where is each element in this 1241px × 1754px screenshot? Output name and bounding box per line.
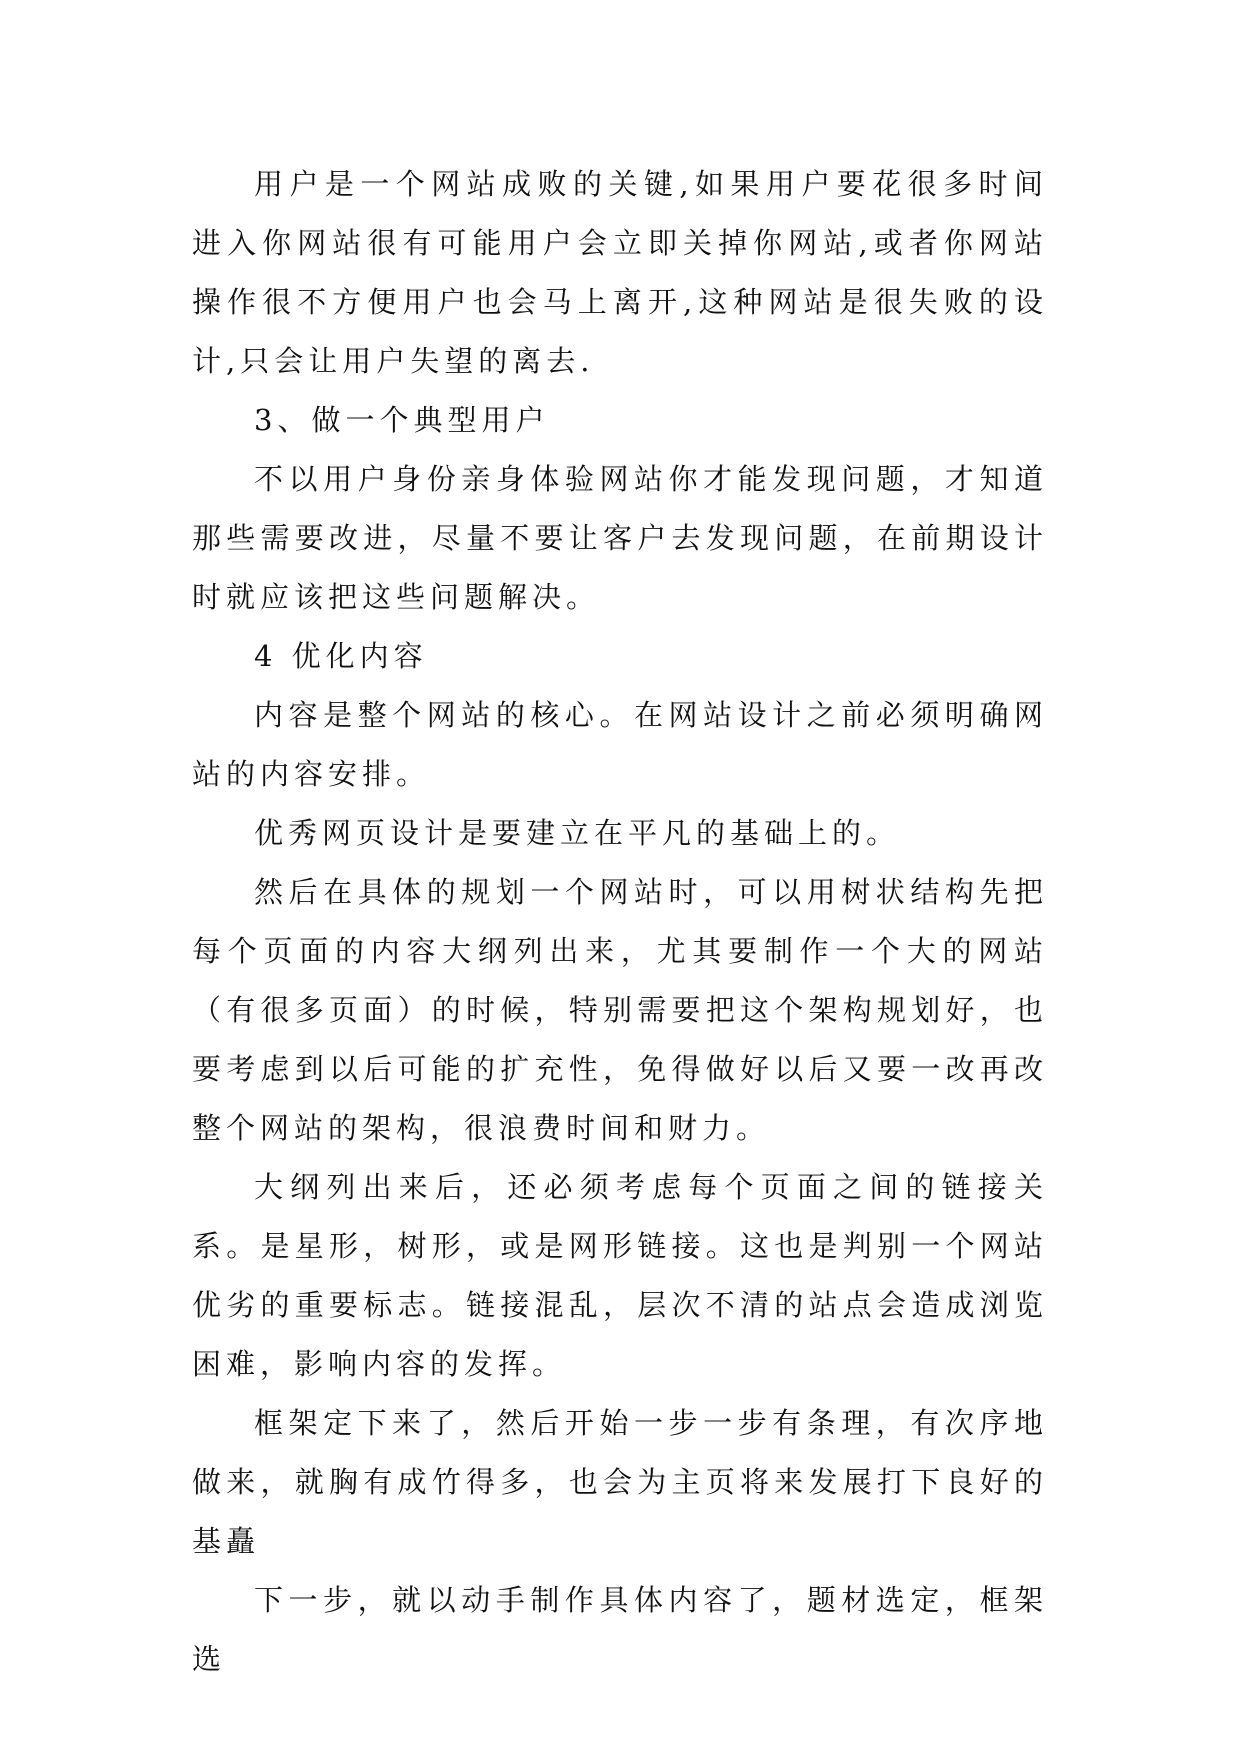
- paragraph-content-core: 内容是整个网站的核心。在网站设计之前必须明确网站的内容安排。: [192, 698, 1048, 791]
- paragraph-link-relations: 大纲列出来后，还必须考虑每个页面之间的链接关系。是星形，树形，或是网形链接。这也是判别一个网站优劣的重要标志。链接混乱，层次不清的站点会造成浏览困难，影响内容的发挥。: [192, 1170, 1048, 1381]
- section-heading-4: 4 优化内容: [254, 639, 428, 673]
- paragraph-user-experience: 不以用户身份亲身体验网站你才能发现问题，才知道那些需要改进，尽量不要让客户去发现问题，在前期设计时就应该把这些问题解决。: [192, 462, 1048, 614]
- paragraph-user-key: 用户是一个网站成败的关键,如果用户要花很多时间进入你网站很有可能用户会立即关掉你网站,或者你网站操作很不方便用户也会马上离开,这种网站是很失败的设计,只会让用户失望的离去.: [192, 167, 1048, 378]
- paragraph-next-step: 下一步，就以动手制作具体内容了，题材选定，框架选: [192, 1583, 1048, 1676]
- paragraph-excellent-design: 优秀网页设计是要建立在平凡的基础上的。: [254, 816, 901, 850]
- paragraph-framework-set: 框架定下来了，然后开始一步一步有条理，有次序地做来，就胸有成竹得多，也会为主页将来发展打下良好的基矗: [192, 1406, 1048, 1558]
- paragraph-tree-structure: 然后在具体的规划一个网站时，可以用树状结构先把每个页面的内容大纲列出来，尤其要制作一个大的网站（有很多页面）的时候，特别需要把这个架构规划好，也要考虑到以后可能的扩充性，免得做好以后又要一改再改整个网站的架构，很浪费时间和财力。: [192, 875, 1048, 1145]
- section-heading-3: 3、做一个典型用户: [254, 403, 550, 437]
- document-body: [192, 155, 1048, 1689]
